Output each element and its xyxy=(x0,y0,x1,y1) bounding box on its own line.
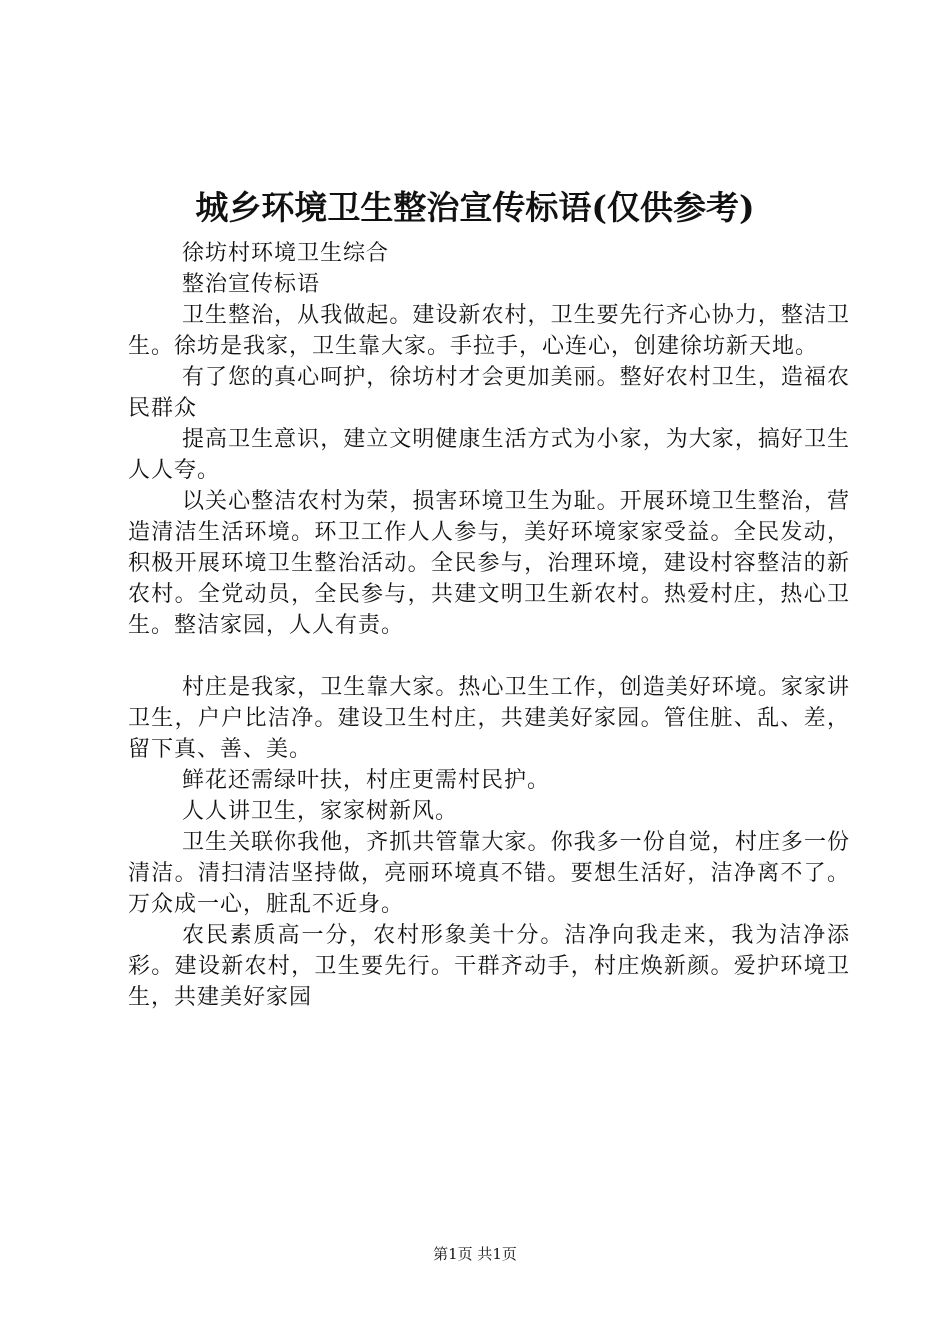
paragraph-2: 整治宣传标语 xyxy=(182,272,321,297)
paragraph-5: 提高卫生意识，建立文明健康生活方式为小家，为大家，搞好卫生人人夸。 xyxy=(128,427,850,483)
document-body xyxy=(128,238,850,1013)
paragraph-3: 卫生整治，从我做起。建设新农村，卫生要先行齐心协力，整洁卫生。徐坊是我家，卫生靠大家。手拉手，心连心，创建徐坊新天地。 xyxy=(128,303,850,359)
paragraph-6: 以关心整洁农村为荣，损害环境卫生为耻。开展环境卫生整治，营造清洁生活环境。环卫工作人人参与，美好环境家家受益。全民发动，积极开展环境卫生整治活动。全民参与，治理环境，建设村容整洁的新农村。全党动员，全民参与，共建文明卫生新农村。热爱村庄，热心卫生。整洁家园，人人有责。 xyxy=(128,489,850,638)
paragraph-4: 有了您的真心呵护，徐坊村才会更加美丽。整好农村卫生，造福农民群众 xyxy=(128,365,850,421)
paragraph-1: 徐坊村环境卫生综合 xyxy=(182,241,390,266)
paragraph-10: 卫生关联你我他，齐抓共管靠大家。你我多一份自觉，村庄多一份清洁。清扫清洁坚持做，亮丽环境真不错。要想生活好，洁净离不了。万众成一心，脏乱不近身。 xyxy=(128,830,850,917)
paragraph-9: 人人讲卫生，家家树新风。 xyxy=(182,799,459,824)
page-footer: 第1页 共1页 xyxy=(433,1245,517,1263)
paragraph-7: 村庄是我家，卫生靠大家。热心卫生工作，创造美好环境。家家讲卫生，户户比洁净。建设卫生村庄，共建美好家园。管住脏、乱、差，留下真、善、美。 xyxy=(128,675,850,762)
document-title: 城乡环境卫生整治宣传标语(仅供参考) xyxy=(195,188,755,227)
paragraph-8: 鲜花还需绿叶扶，村庄更需村民护。 xyxy=(182,768,551,793)
paragraph-11: 农民素质高一分，农村形象美十分。洁净向我走来，我为洁净添彩。建设新农村，卫生要先行。干群齐动手，村庄焕新颜。爱护环境卫生，共建美好家园 xyxy=(128,923,850,1010)
